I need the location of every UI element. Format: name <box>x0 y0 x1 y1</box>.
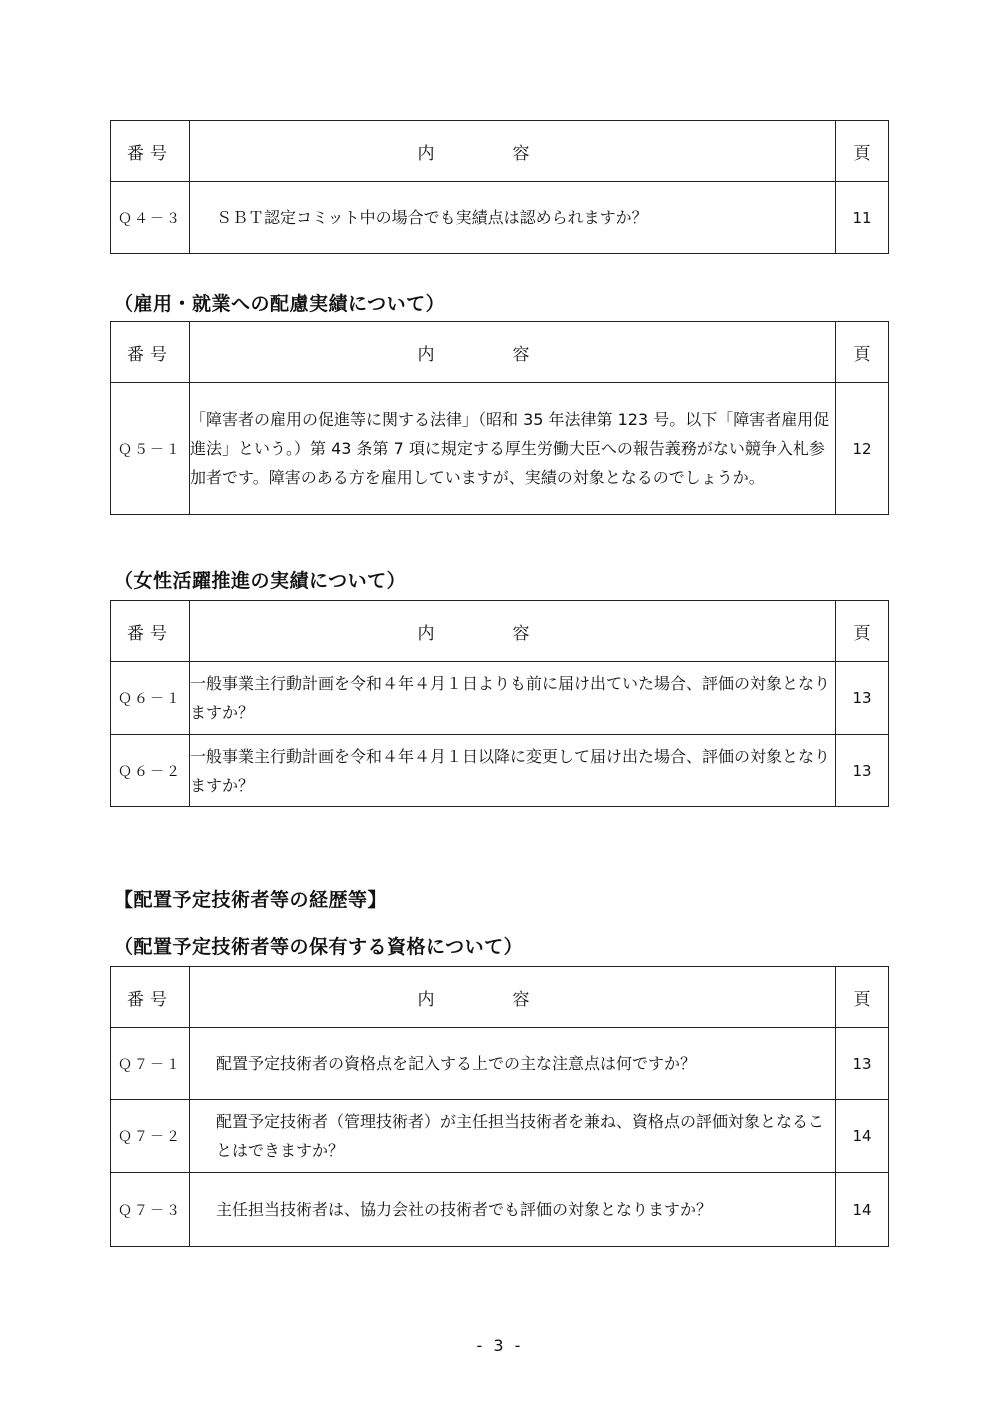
table-header-row <box>111 967 889 1028</box>
header-content: 内容 <box>190 322 836 383</box>
question-content: 配置予定技術者の資格点を記入する上での主な注意点は何ですか？ <box>190 1028 836 1100</box>
question-number: Ｑ７－１ <box>111 1028 190 1100</box>
header-page: 頁 <box>836 322 889 383</box>
question-number: Ｑ７－３ <box>111 1173 190 1247</box>
header-number: 番号 <box>111 967 190 1028</box>
table-header-row <box>111 322 889 383</box>
header-content: 内容 <box>190 967 836 1028</box>
header-content: 内容 <box>190 121 836 182</box>
question-page: 12 <box>836 383 889 515</box>
question-page: 13 <box>836 662 889 735</box>
question-number: Ｑ５－１ <box>111 383 190 515</box>
page-number: - 3 - <box>476 1336 524 1355</box>
question-page: 14 <box>836 1173 889 1247</box>
question-number: Ｑ７－２ <box>111 1100 190 1173</box>
header-content: 内容 <box>190 601 836 662</box>
question-content: ＳＢＴ認定コミット中の場合でも実績点は認められますか？ <box>190 182 836 254</box>
header-page: 頁 <box>836 121 889 182</box>
qa-table-sbt <box>110 120 889 254</box>
table-row <box>111 383 889 515</box>
qa-table-women <box>110 600 889 807</box>
table-header-row <box>111 121 889 182</box>
question-content: 主任担当技術者は、協力会社の技術者でも評価の対象となりますか？ <box>190 1173 836 1247</box>
header-page: 頁 <box>836 601 889 662</box>
header-number: 番号 <box>111 121 190 182</box>
question-content: 一般事業主行動計画を令和４年４月１日以降に変更して届け出た場合、評価の対象となりますか？ <box>190 735 836 807</box>
table-row <box>111 662 889 735</box>
question-number: Ｑ６－１ <box>111 662 190 735</box>
question-number: Ｑ４－３ <box>111 182 190 254</box>
section-heading-women: （女性活躍推進の実績について） <box>114 570 407 592</box>
qa-table-employment <box>110 321 889 515</box>
question-page: 14 <box>836 1100 889 1173</box>
question-page: 13 <box>836 735 889 807</box>
table-row <box>111 735 889 807</box>
question-content: 配置予定技術者（管理技術者）が主任担当技術者を兼ね、資格点の評価対象となることはできますか？ <box>190 1100 836 1173</box>
question-content: 一般事業主行動計画を令和４年４月１日よりも前に届け出ていた場合、評価の対象となりますか？ <box>190 662 836 735</box>
section-heading-engineers: 【配置予定技術者等の経歴等】 <box>114 889 388 911</box>
question-page: 13 <box>836 1028 889 1100</box>
question-number: Ｑ６－２ <box>111 735 190 807</box>
table-row <box>111 1028 889 1100</box>
section-heading-qualifications: （配置予定技術者等の保有する資格について） <box>114 936 524 958</box>
table-row <box>111 182 889 254</box>
table-row <box>111 1100 889 1173</box>
question-page: 11 <box>836 182 889 254</box>
header-number: 番号 <box>111 322 190 383</box>
header-page: 頁 <box>836 967 889 1028</box>
qa-table-qualifications <box>110 966 889 1247</box>
question-content: 「障害者の雇用の促進等に関する法律」（昭和 35 年法律第 123 号。以下「障害者雇用促進法」という。）第 43 条第 7 項に規定する厚生労働大臣への報告義務がない競争入札参加者です。障害のある方を雇用していますが、実績の対象となるのでしょうか。 <box>190 383 836 515</box>
section-heading-employment: （雇用・就業への配慮実績について） <box>114 293 446 315</box>
header-number: 番号 <box>111 601 190 662</box>
table-header-row <box>111 601 889 662</box>
table-row <box>111 1173 889 1247</box>
